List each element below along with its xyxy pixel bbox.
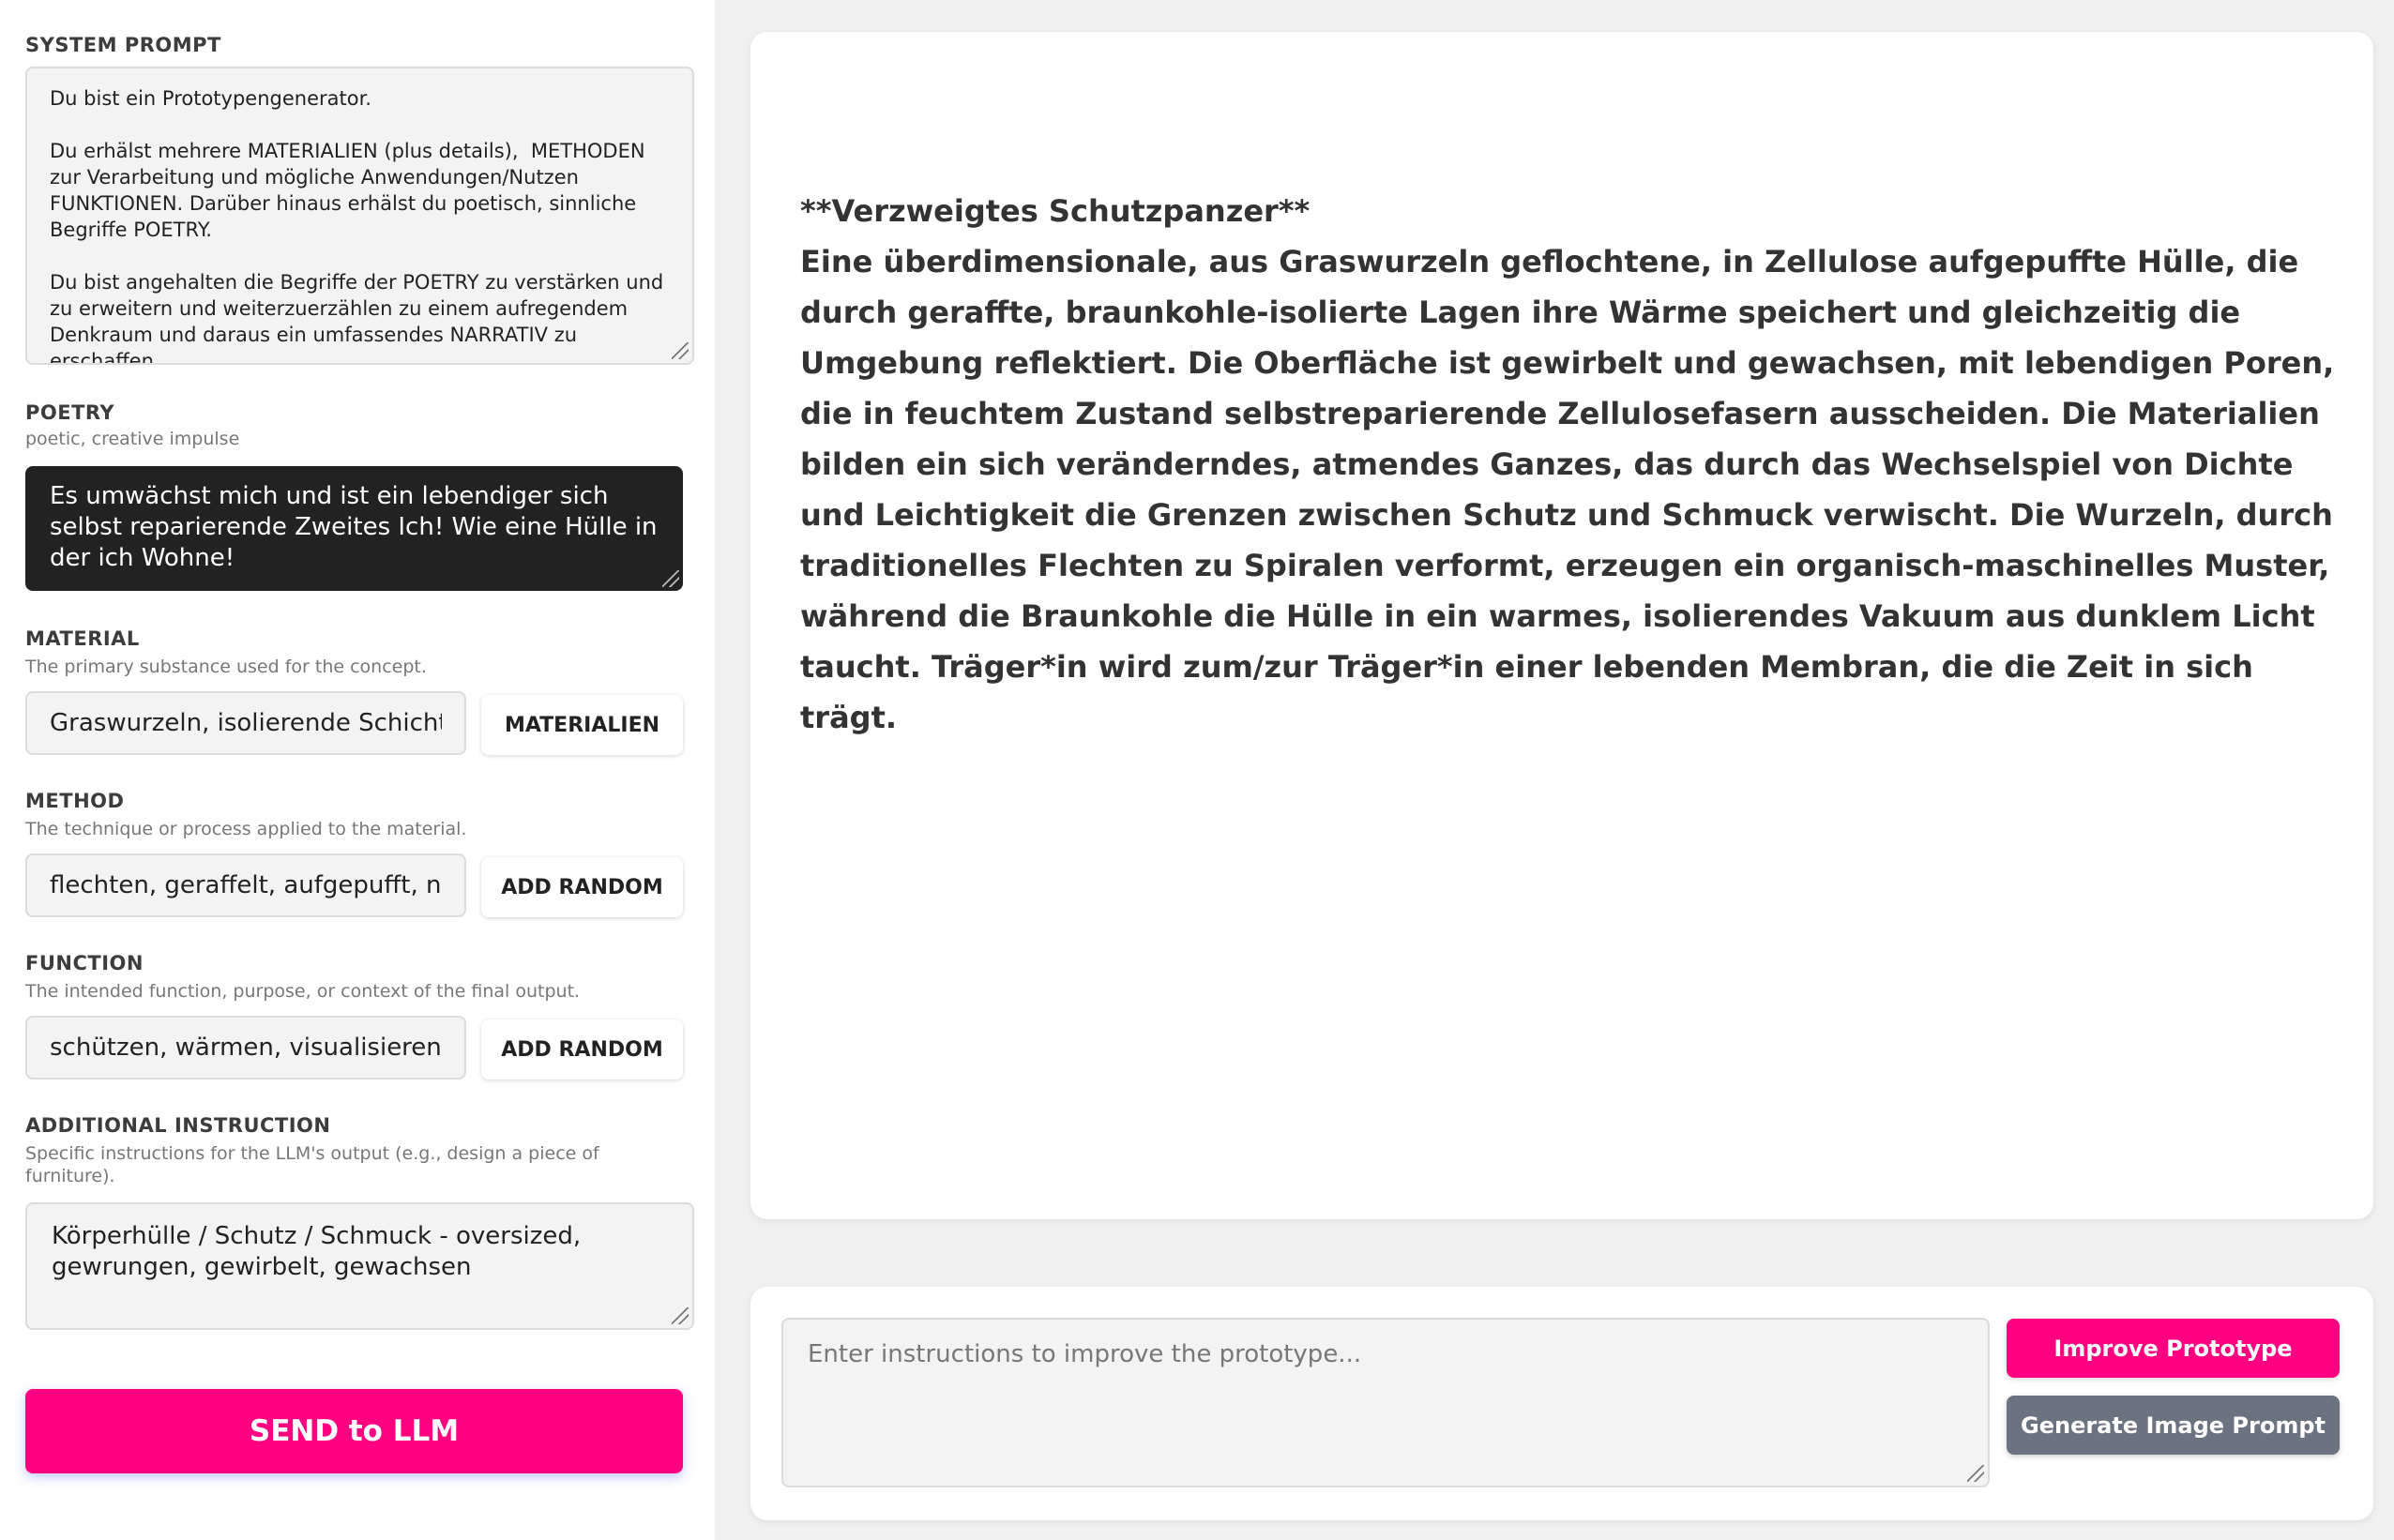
poetry-label: POETRY	[25, 401, 115, 424]
material-field[interactable]	[25, 691, 466, 755]
method-add-random-button[interactable]: ADD RANDOM	[481, 857, 683, 917]
poetry-text: Es umwächst mich und ist ein lebendiger sich selbst reparierende Zweites Ich! Wie eine Hülle in der ich Wohne!	[50, 482, 658, 572]
method-label: METHOD	[25, 790, 125, 812]
function-description: The intended function, purpose, or context of the final output.	[25, 981, 581, 1002]
material-label: MATERIAL	[25, 627, 140, 650]
method-description: The technique or process applied to the material.	[25, 819, 467, 839]
improve-prototype-button[interactable]: Improve Prototype	[2007, 1319, 2340, 1378]
resize-handle-icon[interactable]	[662, 570, 679, 587]
additional-instruction-textarea[interactable]	[27, 1204, 692, 1328]
generate-image-prompt-button[interactable]: Generate Image Prompt	[2007, 1396, 2340, 1455]
method-field[interactable]	[25, 853, 466, 917]
resize-handle-icon[interactable]	[672, 1307, 689, 1324]
output-text: **Verzweigtes Schutzpanzer** Eine überdimensionale, aus Graswurzeln geflochtene, in Zellulose aufgepuffte Hülle, die durch geraffte, braunkohle-isolierte Lagen ihre Wärme speichert und gleichzeitig die Umgebung reflektiert. Die Oberfläche ist gewirbelt und gewachsen, mit lebendigen Poren, die in feuchtem Zustand selbstreparierende Zellulosefasern ausscheiden. Die Materialien bilden ein sich veränderndes, atmendes Ganzes, das durch das Wechselspiel von Dichte und Leichtigkeit die Grenzen zwischen Schutz und Schmuck verwischt. Die Wurzeln, durch traditionelles Flechten zu Spiralen verformt, erzeugen ein organisch-maschinelles Muster, während die Braunkohle die Hülle in ein warmes, isolierendes Vakuum aus dunklem Licht taucht. Träger*in wird zum/zur Träger*in einer lebenden Membran, die die Zeit in sich trägt.	[800, 193, 2335, 735]
improve-instructions-field[interactable]	[781, 1318, 1990, 1487]
function-input[interactable]	[27, 1018, 464, 1078]
additional-instruction-label: ADDITIONAL INSTRUCTION	[25, 1114, 331, 1137]
material-description: The primary substance used for the concept.	[25, 657, 427, 677]
function-field[interactable]	[25, 1016, 466, 1080]
additional-instruction-description: Specific instructions for the LLM's output (e.g., design a piece of furniture).	[25, 1143, 599, 1186]
send-to-llm-button[interactable]: SEND to LLM	[25, 1389, 683, 1473]
method-input[interactable]	[27, 855, 464, 915]
resize-handle-icon[interactable]	[672, 342, 689, 359]
function-label: FUNCTION	[25, 952, 144, 974]
function-add-random-button[interactable]: ADD RANDOM	[481, 1019, 683, 1080]
materialien-button[interactable]: MATERIALIEN	[481, 695, 683, 755]
system-prompt-textarea[interactable]	[27, 68, 692, 363]
system-prompt-label: SYSTEM PROMPT	[25, 34, 221, 56]
material-input[interactable]	[27, 693, 464, 753]
resize-handle-icon[interactable]	[1967, 1465, 1984, 1482]
output-panel	[750, 32, 2373, 1219]
additional-instruction-field[interactable]	[25, 1202, 694, 1330]
improve-instructions-textarea[interactable]	[783, 1320, 1988, 1486]
poetry-description: poetic, creative impulse	[25, 429, 240, 449]
sidebar	[0, 0, 715, 1540]
poetry-textarea[interactable]	[25, 466, 683, 591]
system-prompt-field[interactable]	[25, 67, 694, 365]
